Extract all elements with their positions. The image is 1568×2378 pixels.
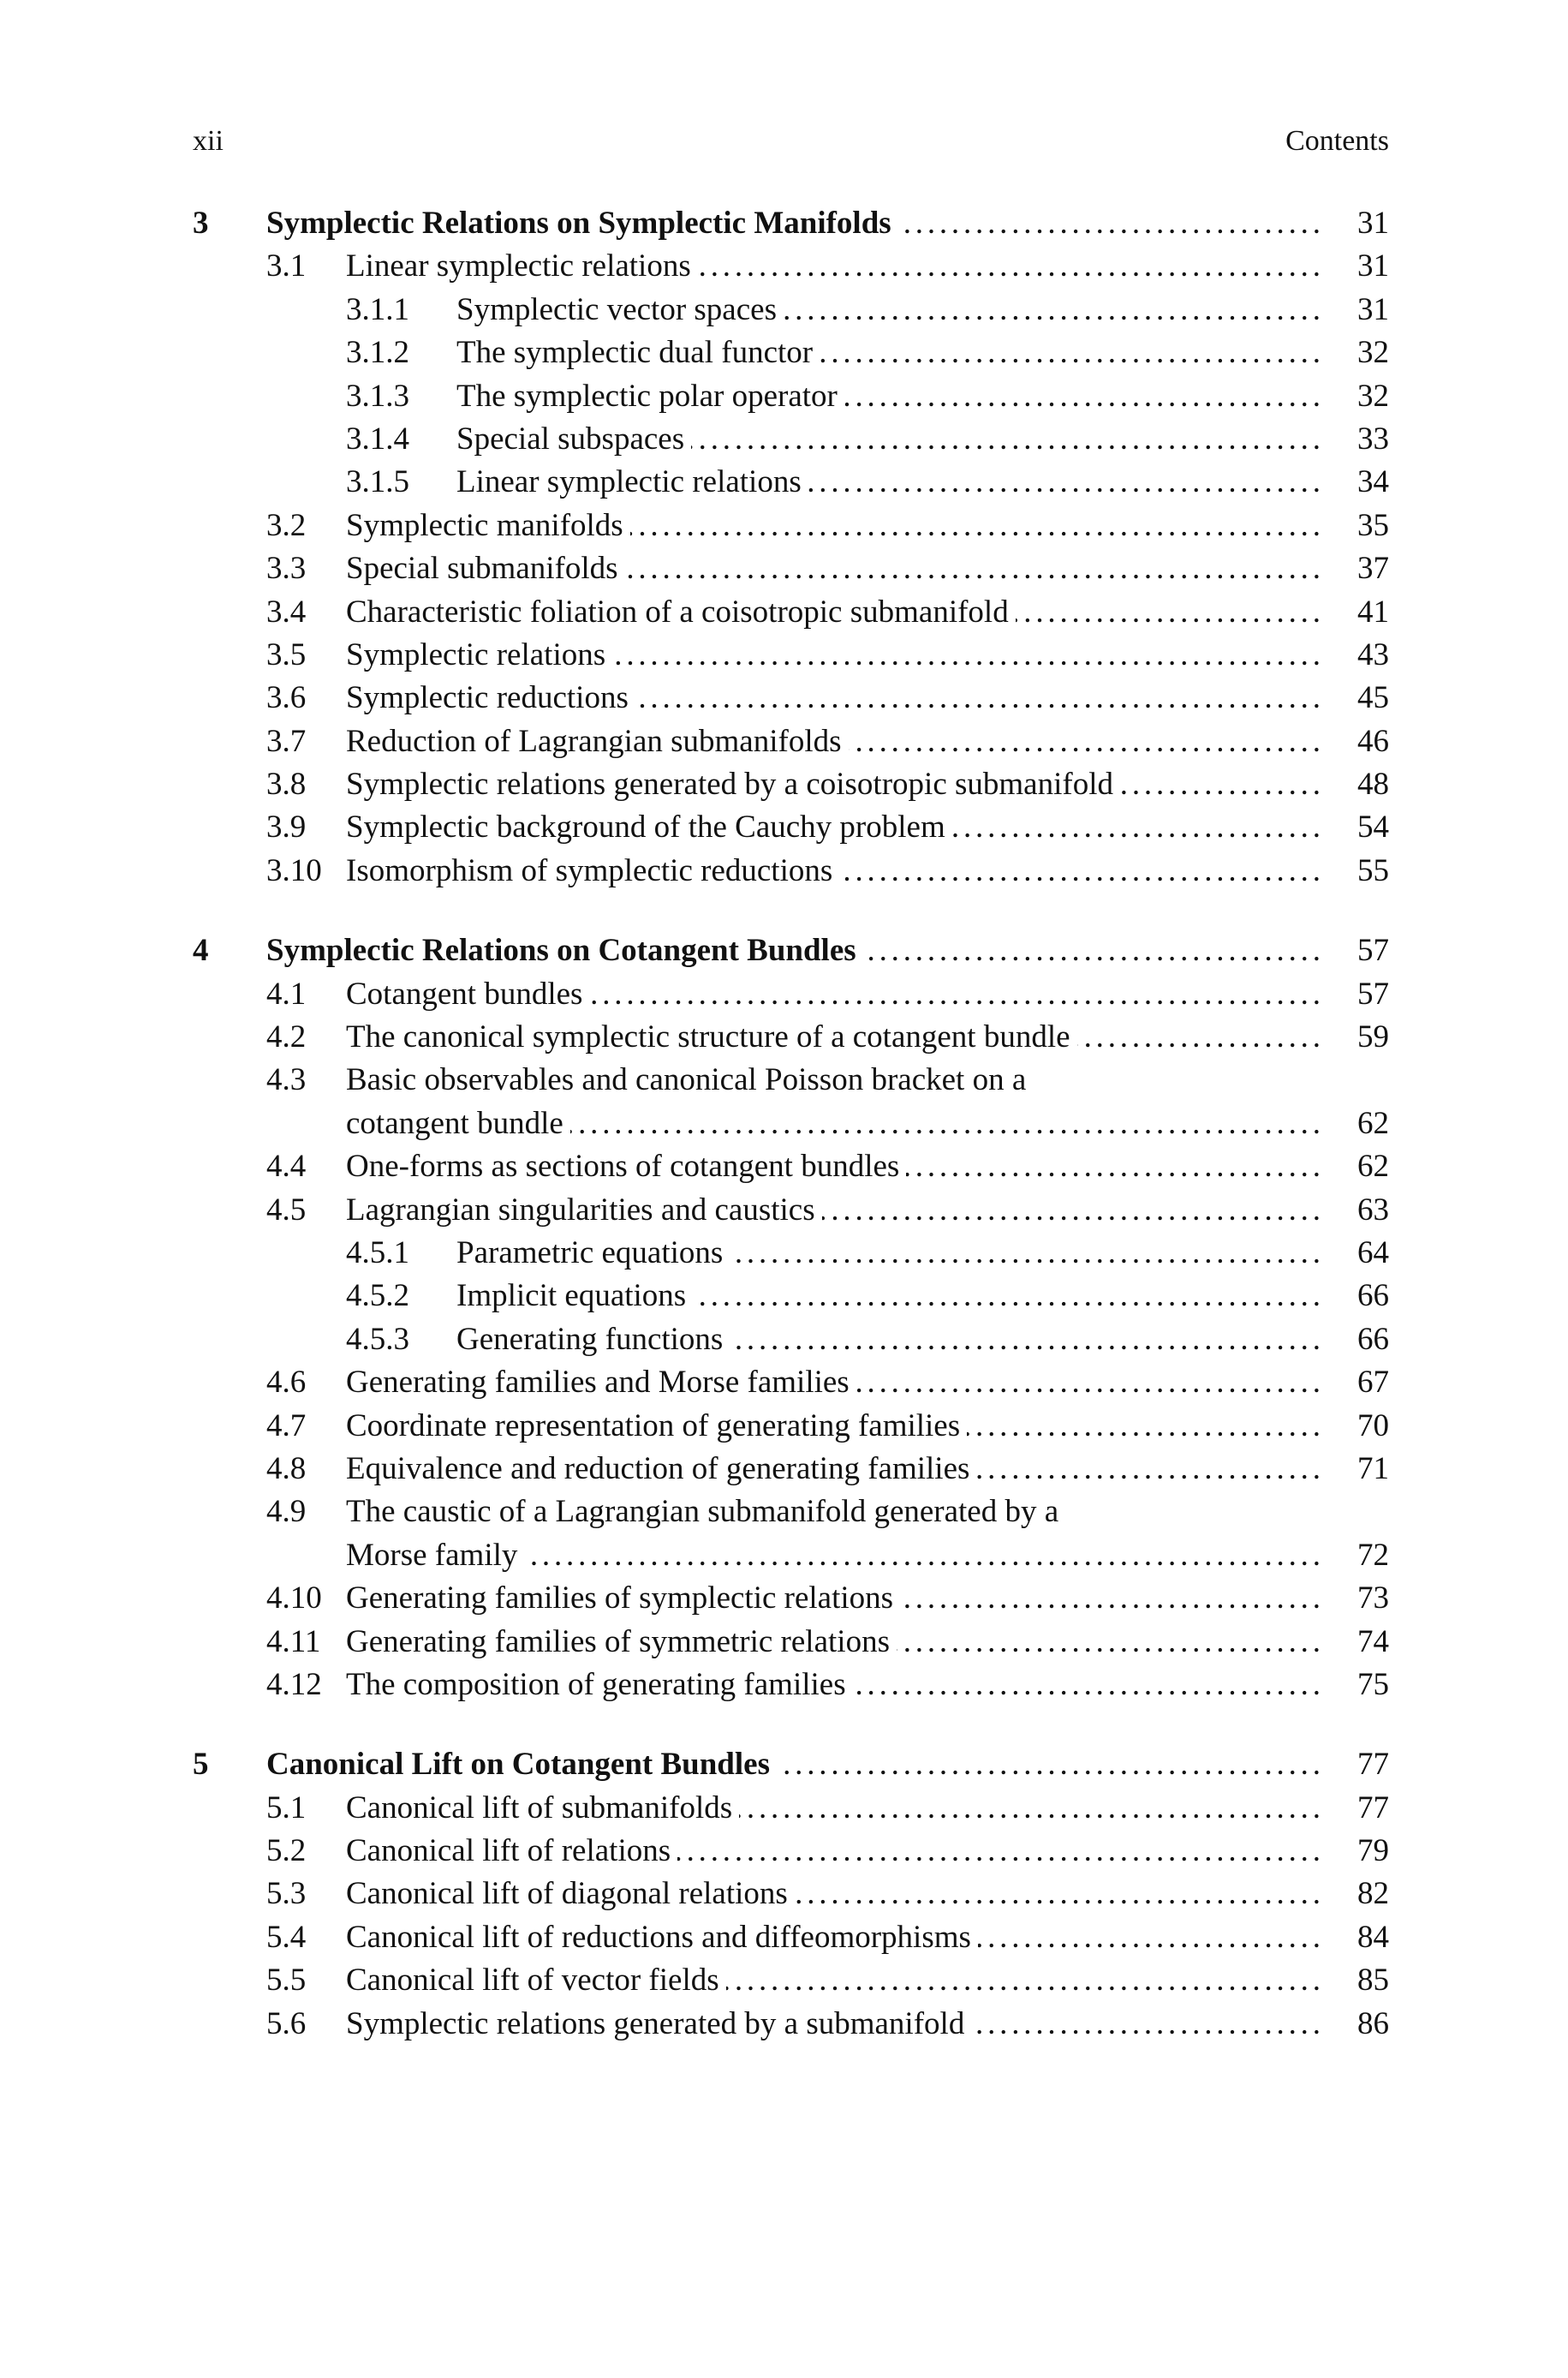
chapter-entry[interactable]: [193, 929, 1389, 972]
dot-leader: [795, 1873, 1321, 1915]
entry-title: Parametric equations: [456, 1234, 724, 1270]
section-entry[interactable]: [193, 806, 1389, 849]
entry-title: The symplectic polar operator: [456, 378, 838, 414]
entry-number: 4.3: [266, 1062, 307, 1098]
entry-title: Symplectic Relations on Symplectic Manifolds: [266, 206, 891, 241]
entry-page: 77: [1357, 1747, 1389, 1783]
entry-page: 66: [1357, 1321, 1389, 1357]
entry-page: 31: [1357, 248, 1389, 284]
dot-leader: [898, 202, 1321, 245]
dot-leader: [777, 1743, 1321, 1786]
section-entry[interactable]: [193, 245, 1389, 288]
entry-number: 3.1.1: [346, 291, 409, 327]
subsection-entry[interactable]: [193, 332, 1389, 374]
entry-title: The composition of generating families: [346, 1666, 846, 1702]
subsection-entry[interactable]: [193, 375, 1389, 418]
entry-number: 3.5: [266, 636, 307, 672]
dot-leader: [784, 289, 1321, 332]
dot-leader: [822, 1189, 1321, 1232]
entry-title: Reduction of Lagrangian submanifolds: [346, 723, 842, 759]
entry-number: 3.1: [266, 248, 307, 284]
entry-page: 54: [1357, 810, 1389, 845]
entry-title: Canonical lift of diagonal relations: [346, 1876, 788, 1912]
entry-page: 35: [1357, 507, 1389, 543]
entry-number: 4.5.2: [346, 1278, 409, 1314]
dot-leader: [730, 1232, 1321, 1275]
entry-title: Symplectic reductions: [346, 680, 629, 716]
entry-number: 4.5: [266, 1192, 307, 1228]
entry-title: Implicit equations: [456, 1278, 687, 1314]
entry-page: 31: [1357, 291, 1389, 327]
entry-title: Coordinate representation of generating families: [346, 1407, 961, 1443]
entry-page: 32: [1357, 378, 1389, 414]
entry-title: The canonical symplectic structure of a cotangent bundle: [346, 1019, 1070, 1055]
section-entry[interactable]: [193, 1577, 1389, 1620]
section-entry[interactable]: [193, 1830, 1389, 1873]
section-entry[interactable]: [193, 1189, 1389, 1232]
entry-title: Characteristic foliation of a coisotropic submanifold: [346, 594, 1009, 630]
entry-title: Canonical Lift on Cotangent Bundles: [266, 1747, 770, 1783]
entry-number: 3.6: [266, 680, 307, 716]
dot-leader: [625, 547, 1321, 590]
subsection-entry[interactable]: [193, 461, 1389, 504]
entry-page: 84: [1357, 1919, 1389, 1955]
entry-page: 73: [1357, 1580, 1389, 1616]
entry-page: 57: [1357, 976, 1389, 1012]
entry-title: The caustic of a Lagrangian submanifold generated by a: [346, 1494, 1059, 1530]
dot-leader: [524, 1534, 1321, 1577]
section-entry[interactable]: [193, 2003, 1389, 2046]
entry-title-continued: Morse family: [346, 1537, 518, 1573]
entry-title: Special submanifolds: [346, 551, 618, 587]
dot-leader: [978, 1916, 1321, 1959]
entry-page: 75: [1357, 1666, 1389, 1702]
subsection-entry[interactable]: [193, 1232, 1389, 1275]
entry-number: 3.3: [266, 551, 307, 587]
entry-title: Symplectic manifolds: [346, 507, 623, 543]
dot-leader: [635, 677, 1321, 720]
entry-title: Basic observables and canonical Poisson bracket on a: [346, 1062, 1027, 1098]
entry-number: 4.7: [266, 1407, 307, 1443]
section-entry[interactable]: [193, 591, 1389, 634]
entry-title-continued: cotangent bundle: [346, 1105, 563, 1141]
section-entry[interactable]: [193, 1664, 1389, 1706]
entry-title: Symplectic Relations on Cotangent Bundles: [266, 933, 856, 969]
entry-page: 64: [1357, 1234, 1389, 1270]
entry-page: 59: [1357, 1019, 1389, 1055]
entry-title: Symplectic relations: [346, 636, 606, 672]
entry-page: 66: [1357, 1278, 1389, 1314]
entry-number: 3.7: [266, 723, 307, 759]
dot-leader: [570, 1102, 1321, 1145]
entry-number: 3.10: [266, 852, 322, 888]
dot-leader: [1077, 1016, 1321, 1059]
entry-title: Canonical lift of vector fields: [346, 1963, 719, 1999]
entry-number: 4.10: [266, 1580, 322, 1616]
running-header: [193, 125, 1389, 158]
entry-page: 41: [1357, 594, 1389, 630]
entry-page: 43: [1357, 636, 1389, 672]
entry-page: 63: [1357, 1192, 1389, 1228]
entry-page: 62: [1357, 1105, 1389, 1141]
entry-number: 3.1.5: [346, 464, 409, 500]
entry-number: 4: [193, 933, 209, 969]
entry-number: 3.1.4: [346, 421, 409, 457]
entry-number: 5: [193, 1747, 209, 1783]
entry-number: 5.3: [266, 1876, 307, 1912]
section-entry[interactable]: [193, 1959, 1389, 2002]
entry-page: 62: [1357, 1149, 1389, 1185]
dot-leader: [906, 1145, 1321, 1188]
entry-title: Generating families and Morse families: [346, 1365, 850, 1401]
entry-title: Generating families of symmetric relations: [346, 1623, 890, 1659]
entry-number: 4.2: [266, 1019, 307, 1055]
entry-page: 86: [1357, 2005, 1389, 2041]
entry-page: 45: [1357, 680, 1389, 716]
dot-leader: [897, 1621, 1321, 1664]
entry-number: 4.5.1: [346, 1234, 409, 1270]
dot-leader: [967, 1405, 1321, 1448]
section-entry[interactable]: [193, 505, 1389, 547]
section-entry[interactable]: [193, 1405, 1389, 1448]
dot-leader: [820, 332, 1321, 374]
section-entry[interactable]: [193, 1787, 1389, 1830]
section-entry[interactable]: [193, 677, 1389, 720]
running-title: Contents: [1285, 125, 1389, 157]
chapter-entry[interactable]: [193, 1743, 1389, 1786]
dot-leader: [726, 1959, 1321, 2002]
entry-number: 3.1.2: [346, 335, 409, 371]
table-of-contents: [193, 202, 1389, 2046]
entry-page: 72: [1357, 1537, 1389, 1573]
dot-leader: [693, 1275, 1321, 1317]
entry-number: 3.8: [266, 767, 307, 803]
entry-title: Generating families of symplectic relations: [346, 1580, 894, 1616]
section-entry[interactable]: [193, 1916, 1389, 1959]
entry-title: Lagrangian singularities and caustics: [346, 1192, 815, 1228]
entry-page: 70: [1357, 1407, 1389, 1443]
dot-leader: [844, 375, 1321, 418]
entry-number: 5.1: [266, 1789, 307, 1825]
entry-title: Special subspaces: [456, 421, 685, 457]
entry-page: 37: [1357, 551, 1389, 587]
dot-leader: [691, 418, 1321, 461]
dot-leader: [976, 1448, 1321, 1491]
page-number: xii: [193, 125, 224, 157]
entry-number: 4.12: [266, 1666, 322, 1702]
entry-number: 3: [193, 206, 209, 241]
entry-number: 4.9: [266, 1494, 307, 1530]
entry-page: 32: [1357, 335, 1389, 371]
entry-title: Linear symplectic relations: [456, 464, 802, 500]
dot-leader: [698, 245, 1321, 288]
entry-page: 55: [1357, 852, 1389, 888]
entry-number: 5.4: [266, 1919, 307, 1955]
chapter-entry[interactable]: [193, 202, 1389, 245]
dot-leader: [952, 806, 1321, 849]
entry-page: 74: [1357, 1623, 1389, 1659]
dot-leader: [971, 2003, 1321, 2046]
entry-number: 3.2: [266, 507, 307, 543]
entry-continuation: [193, 1534, 1389, 1577]
entry-page: 57: [1357, 933, 1389, 969]
entry-page: 33: [1357, 421, 1389, 457]
section-entry[interactable]: [193, 1059, 1389, 1102]
entry-number: 4.8: [266, 1450, 307, 1486]
entry-title: One-forms as sections of cotangent bundles: [346, 1149, 900, 1185]
section-entry[interactable]: [193, 1361, 1389, 1404]
entry-page: 67: [1357, 1365, 1389, 1401]
dot-leader: [863, 929, 1321, 972]
entry-number: 3.1.3: [346, 378, 409, 414]
section-entry[interactable]: [193, 547, 1389, 590]
entry-number: 4.5.3: [346, 1321, 409, 1357]
section-entry[interactable]: [193, 973, 1389, 1016]
entry-page: 77: [1357, 1789, 1389, 1825]
entry-number: 5.6: [266, 2005, 307, 2041]
section-entry[interactable]: [193, 720, 1389, 763]
section-entry[interactable]: [193, 1448, 1389, 1491]
entry-number: 3.9: [266, 810, 307, 845]
dot-leader: [630, 505, 1321, 547]
section-entry[interactable]: [193, 634, 1389, 677]
entry-title: Symplectic relations generated by a submanifold: [346, 2005, 965, 2041]
dot-leader: [856, 1361, 1321, 1404]
subsection-entry[interactable]: [193, 1275, 1389, 1317]
entry-page: 34: [1357, 464, 1389, 500]
section-entry[interactable]: [193, 1016, 1389, 1059]
section-entry[interactable]: [193, 1621, 1389, 1664]
dot-leader: [900, 1577, 1321, 1620]
entry-title: Isomorphism of symplectic reductions: [346, 852, 833, 888]
entry-continuation: [193, 1102, 1389, 1145]
section-entry[interactable]: [193, 850, 1389, 893]
subsection-entry[interactable]: [193, 418, 1389, 461]
entry-page: 71: [1357, 1450, 1389, 1486]
spacer: [1058, 1491, 1389, 1533]
section-entry[interactable]: [193, 1873, 1389, 1915]
entry-title: The symplectic dual functor: [456, 335, 814, 371]
subsection-entry[interactable]: [193, 289, 1389, 332]
section-entry[interactable]: [193, 763, 1389, 806]
entry-title: Canonical lift of submanifolds: [346, 1789, 733, 1825]
entry-page: 31: [1357, 206, 1389, 241]
dot-leader: [1120, 763, 1321, 806]
subsection-entry[interactable]: [193, 1318, 1389, 1361]
entry-page: 46: [1357, 723, 1389, 759]
dot-leader: [677, 1830, 1321, 1873]
entry-title: Equivalence and reduction of generating families: [346, 1450, 970, 1486]
entry-title: Generating functions: [456, 1321, 724, 1357]
entry-number: 5.5: [266, 1963, 307, 1999]
dot-leader: [853, 1664, 1321, 1706]
entry-page: 79: [1357, 1833, 1389, 1869]
entry-number: 3.4: [266, 594, 307, 630]
dot-leader: [839, 850, 1321, 893]
dot-leader: [730, 1318, 1321, 1361]
entry-title: Cotangent bundles: [346, 976, 583, 1012]
entry-title: Canonical lift of relations: [346, 1833, 671, 1869]
entry-number: 4.6: [266, 1365, 307, 1401]
entry-page: 48: [1357, 767, 1389, 803]
dot-leader: [1016, 591, 1321, 634]
dot-leader: [612, 634, 1321, 677]
entry-title: Symplectic vector spaces: [456, 291, 777, 327]
dot-leader: [849, 720, 1321, 763]
entry-page: 82: [1357, 1876, 1389, 1912]
entry-page: 85: [1357, 1963, 1389, 1999]
dot-leader: [808, 461, 1321, 504]
entry-number: 5.2: [266, 1833, 307, 1869]
entry-number: 4.4: [266, 1149, 307, 1185]
dot-leader: [739, 1787, 1321, 1830]
entry-title: Symplectic background of the Cauchy problem: [346, 810, 945, 845]
entry-number: 4.1: [266, 976, 307, 1012]
entry-title: Symplectic relations generated by a coisotropic submanifold: [346, 767, 1113, 803]
section-entry[interactable]: [193, 1145, 1389, 1188]
entry-title: Canonical lift of reductions and diffeomorphisms: [346, 1919, 971, 1955]
entry-title: Linear symplectic relations: [346, 248, 691, 284]
entry-number: 4.11: [266, 1623, 321, 1659]
spacer: [1026, 1059, 1389, 1102]
section-entry[interactable]: [193, 1491, 1389, 1533]
dot-leader: [589, 973, 1321, 1016]
